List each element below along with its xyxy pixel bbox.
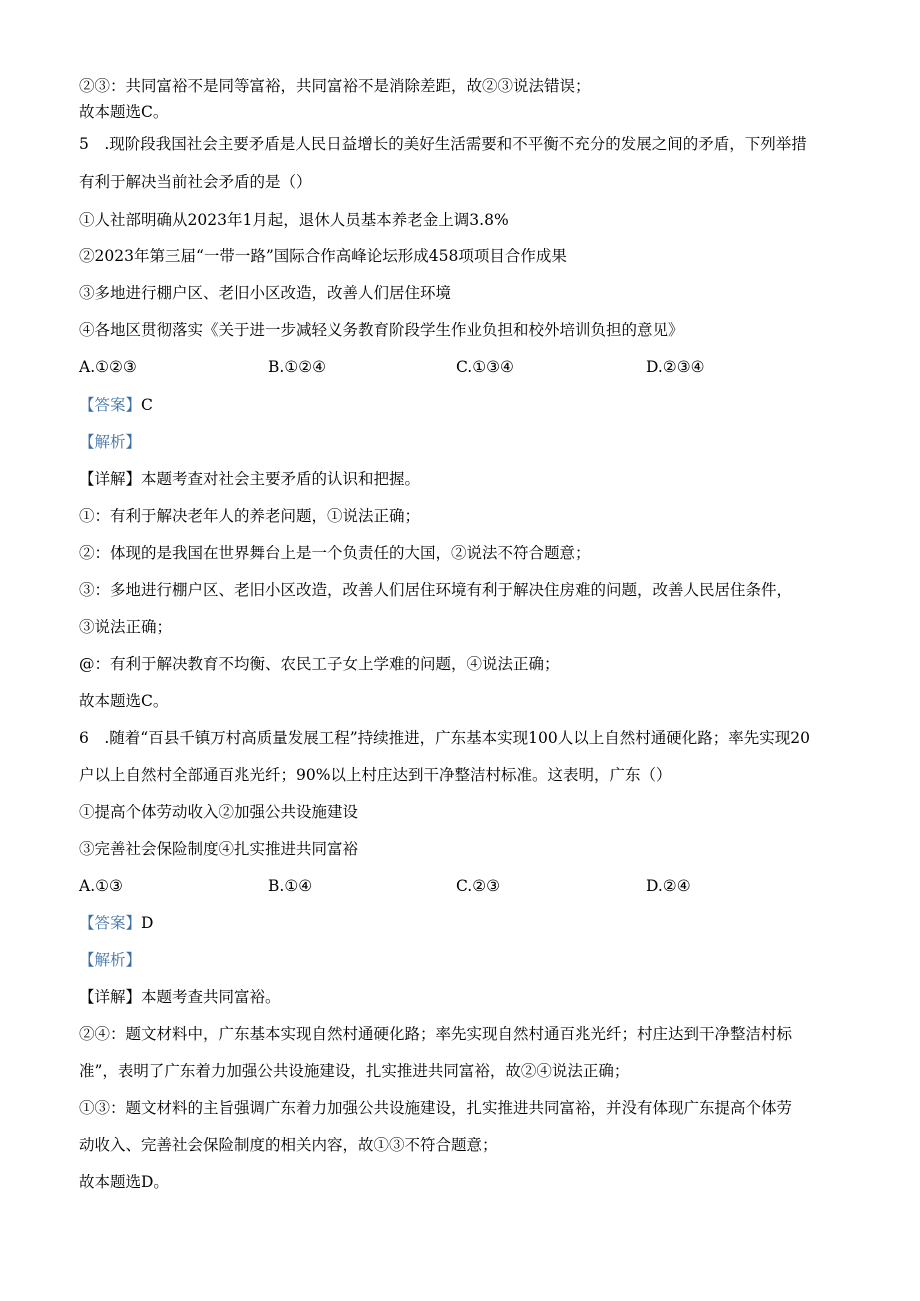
q6-explanation: 准”，表明了广东着力加强公共设施建设，扎实推进共同富裕，故②④说法正确；	[79, 1062, 630, 1080]
q5-analysis-label	[79, 432, 141, 452]
q5-detail-text: 本题考查对社会主要矛盾的认识和把握。	[141, 470, 421, 488]
q5-answer-label: 【答案】	[79, 396, 142, 414]
q6-option-d: D.②④	[646, 877, 691, 895]
q5-stem-line-1: 5 .现阶段我国社会主要矛盾是人民日益增长的美好生活需要和不平衡不充分的发展之间的矛盾，下列举措	[79, 135, 807, 153]
text-line: ②③：共同富裕不是同等富裕，共同富裕不是消除差距，故②③说法错误；	[79, 77, 591, 95]
q5-explanation: @：有利于解决教育不均衡、农民工子女上学难的问题，④说法正确；	[79, 655, 560, 673]
q6-option-b: B.①④	[268, 877, 313, 895]
q5-stem-line-2: 有利于解决当前社会矛盾的是（）	[79, 173, 312, 191]
q5-explanation: ①：有利于解决老年人的养老问题，①说法正确；	[79, 507, 421, 525]
q6-item: ③完善社会保险制度④扎实推进共同富裕	[79, 840, 359, 858]
q6-explanation: ②④：题文材料中，广东基本实现自然村通硬化路；率先实现自然村通百兆光纤；村庄达到干净整洁村标	[79, 1025, 793, 1043]
q6-explanation: ①③：题文材料的主旨强调广东着力加强公共设施建设，扎实推进共同富裕，并没有体现广东提高个体劳	[79, 1099, 793, 1117]
q6-analysis-label	[79, 950, 141, 970]
q5-item: ③多地进行棚户区、老旧小区改造，改善人们居住环境	[79, 284, 452, 302]
q5-item: ④各地区贯彻落实《关于进一步减轻义务教育阶段学生作业负担和校外培训负担的意见》	[79, 321, 684, 339]
q5-explanation: 故本题选C。	[79, 692, 169, 710]
q5-item: ①人社部明确从2023年1月起，退休人员基本养老金上调3.8%	[79, 211, 509, 229]
q6-analysis-heading: 【解析】	[79, 951, 142, 969]
q6-answer-row	[79, 913, 153, 933]
q5-option-d: D.②③④	[646, 358, 705, 376]
q6-option-a: A.①③	[79, 877, 123, 895]
q6-stem-line-1: 6 .随着“百县千镇万村高质量发展工程”持续推进，广东基本实现100人以上自然村通硬化路；率先实现20	[79, 729, 810, 747]
q5-answer-row	[79, 395, 153, 415]
text-line: 故本题选C。	[79, 103, 169, 121]
q5-explanation: ②：体现的是我国在世界舞台上是一个负责任的大国，②说法不符合题意；	[79, 544, 591, 562]
q5-explanation: ③说法正确；	[79, 618, 173, 636]
q6-stem-line-2: 户以上自然村全部通百兆光纤；90%以上村庄达到干净整洁村标准。这表明，广东（）	[79, 766, 672, 784]
q5-answer-value: C	[141, 396, 153, 414]
q5-detail-label: 【详解】	[79, 470, 142, 488]
q6-answer-label: 【答案】	[79, 914, 142, 932]
q5-detail-row	[79, 469, 420, 489]
q6-detail-row	[79, 987, 281, 1007]
q5-explanation: ③：多地进行棚户区、老旧小区改造，改善人们居住环境有利于解决住房难的问题，改善人民居住条件，	[79, 581, 793, 599]
q6-item: ①提高个体劳动收入②加强公共设施建设	[79, 803, 359, 821]
q6-detail-text: 本题考查共同富裕。	[141, 988, 281, 1006]
q5-item: ②2023年第三届“一带一路”国际合作高峰论坛形成458项项目合作成果	[79, 247, 567, 265]
q5-option-a: A.①②③	[79, 358, 137, 376]
q6-detail-label: 【详解】	[79, 988, 142, 1006]
q6-explanation: 动收入、完善社会保险制度的相关内容，故①③不符合题意；	[79, 1136, 498, 1154]
q5-option-c: C.①③④	[456, 358, 514, 376]
q5-analysis-heading: 【解析】	[79, 433, 142, 451]
q5-option-b: B.①②④	[268, 358, 327, 376]
q6-explanation: 故本题选D。	[79, 1173, 169, 1191]
q6-option-c: C.②③	[456, 877, 501, 895]
q6-answer-value: D	[141, 914, 154, 932]
